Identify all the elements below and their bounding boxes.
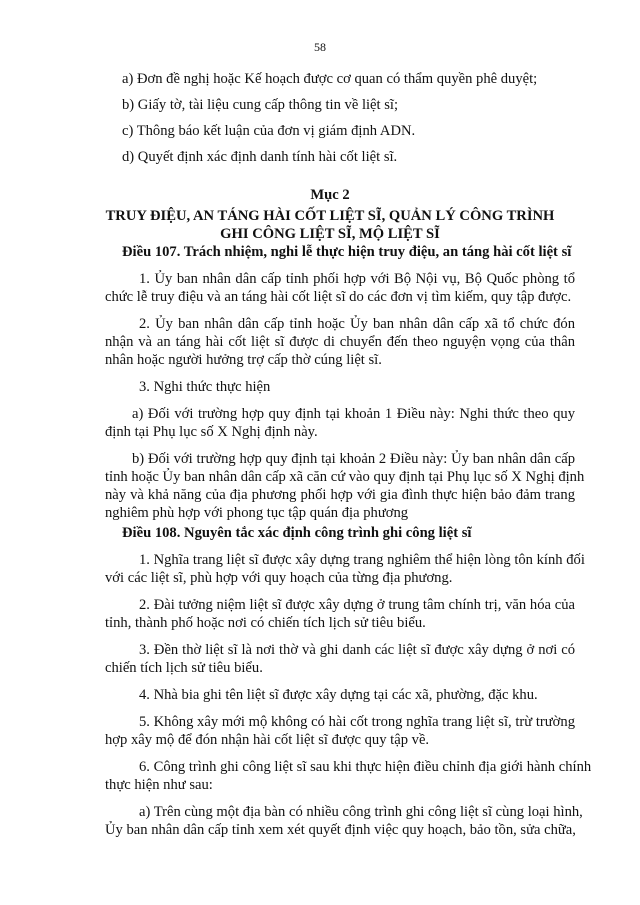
article-108-title: Điều 108. Nguyên tắc xác định công trình ghi công liệt sĩ [122,525,472,541]
paragraph-line: chiến tích lịch sử tiêu biểu. [105,660,263,676]
paragraph-line: Ủy ban nhân dân cấp tỉnh xem xét quyết định việc quy hoạch, bảo tồn, sửa chữa, [105,822,576,838]
paragraph-line: tỉnh hoặc Ủy ban nhân dân cấp xã căn cứ vào quy định tại Phụ lục số X Nghị định [105,469,585,485]
list-item: b) Giấy tờ, tài liệu cung cấp thông tin về liệt sĩ; [122,97,399,113]
paragraph-line: hợp xây mộ để đón nhận hài cốt liệt sĩ được quy tập về. [105,732,430,748]
list-item: a) Đơn đề nghị hoặc Kế hoạch được cơ quan có thẩm quyền phê duyệt; [122,71,538,87]
paragraph-line: định tại Phụ lục số X Nghị định này. [105,424,318,440]
paragraph-line: nghiêm phù hợp với phong tục tập quán địa phương [105,505,409,521]
section-label: Mục 2 [310,187,350,203]
paragraph-line: 2. Đài tưởng niệm liệt sĩ được xây dựng ở trung tâm chính trị, văn hóa của [139,597,575,613]
page-number: 58 [314,40,326,54]
paragraph-line: 1. Ủy ban nhân dân cấp tỉnh phối hợp với Bộ Nội vụ, Bộ Quốc phòng tổ [139,271,575,287]
paragraph-line: với các liệt sĩ, phù hợp với quy hoạch của từng địa phương. [105,570,453,586]
paragraph-line: chức lễ truy điệu và an táng hài cốt liệt sĩ do các đơn vị tìm kiếm, quy tập được. [105,289,572,305]
paragraph-line: nhận và an táng hài cốt liệt sĩ được di chuyển đến theo nguyện vọng của thân [105,334,575,350]
paragraph-line: 4. Nhà bia ghi tên liệt sĩ được xây dựng tại các xã, phường, đặc khu. [139,687,538,703]
paragraph-line: nhân hoặc người hưởng trợ cấp thờ cúng liệt sĩ. [105,352,382,368]
paragraph-line: a) Đối với trường hợp quy định tại khoản 1 Điều này: Nghi thức theo quy [132,406,575,422]
paragraph-line: 2. Ủy ban nhân dân cấp tỉnh hoặc Ủy ban nhân dân cấp xã tổ chức đón [139,316,575,332]
paragraph-line: 5. Không xây mới mộ không có hài cốt trong nghĩa trang liệt sĩ, trừ trường [139,714,575,730]
list-item: d) Quyết định xác định danh tính hài cốt liệt sĩ. [122,149,398,165]
paragraph-line: 6. Công trình ghi công liệt sĩ sau khi thực hiện điều chỉnh địa giới hành chính [139,759,592,775]
paragraph-line: thực hiện như sau: [105,777,213,793]
paragraph-line: tỉnh, thành phố hoặc nơi có chiến tích lịch sử tiêu biểu. [105,615,426,631]
list-item: c) Thông báo kết luận của đơn vị giám định ADN. [122,123,416,139]
paragraph-line: a) Trên cùng một địa bàn có nhiều công trình ghi công liệt sĩ cùng loại hình, [139,804,583,820]
section-title-line2: GHI CÔNG LIỆT SĨ, MỘ LIỆT SĨ [220,226,440,242]
paragraph-line: 3. Nghi thức thực hiện [139,379,271,395]
paragraph-line: này và khả năng của địa phương phối hợp với gia đình thực hiện bảo đảm trang [105,487,575,503]
paragraph-line: 3. Đền thờ liệt sĩ là nơi thờ và ghi danh các liệt sĩ được xây dựng ở nơi có [139,642,575,658]
article-107-title: Điều 107. Trách nhiệm, nghi lễ thực hiện truy điệu, an táng hài cốt liệt sĩ [122,244,572,260]
paragraph-line: b) Đối với trường hợp quy định tại khoản 2 Điều này: Ủy ban nhân dân cấp [132,451,575,467]
section-title-line1: TRUY ĐIỆU, AN TÁNG HÀI CỐT LIỆT SĨ, QUẢN LÝ CÔNG TRÌNH [105,208,555,224]
paragraph-line: 1. Nghĩa trang liệt sĩ được xây dựng trang nghiêm thể hiện lòng tôn kính đối [139,552,585,568]
